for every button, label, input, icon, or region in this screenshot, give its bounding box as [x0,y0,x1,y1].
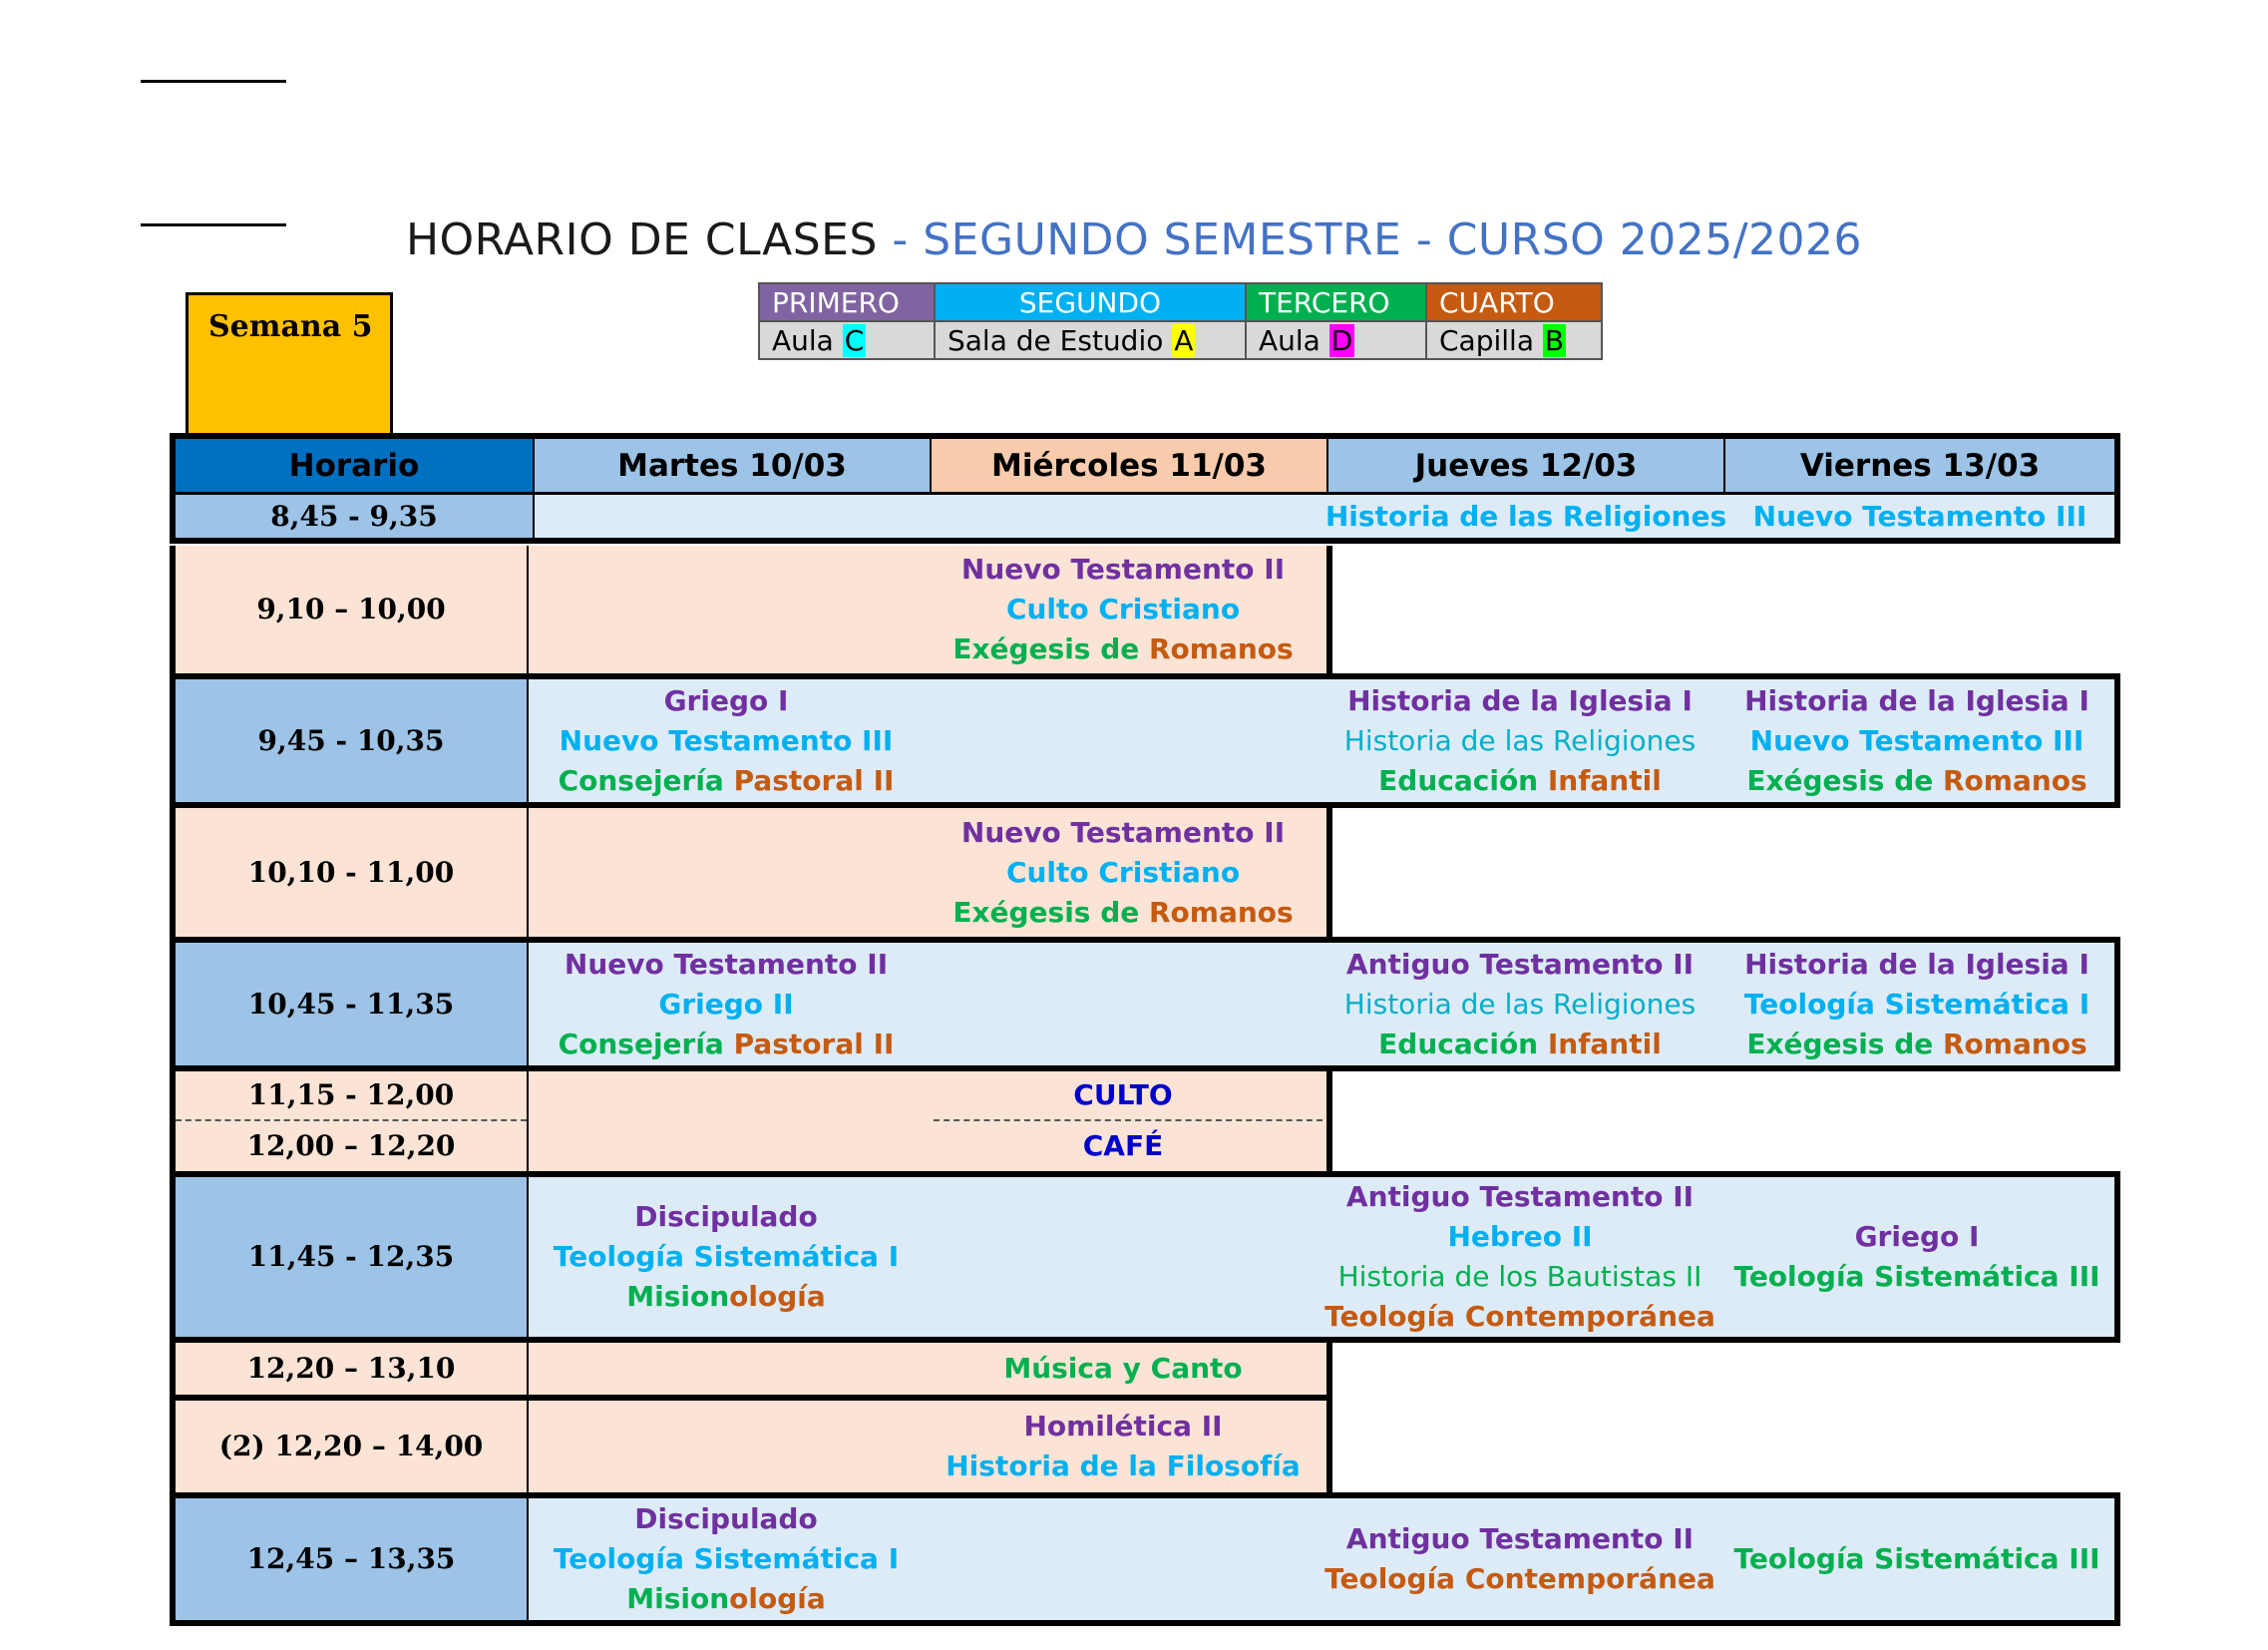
col-horario: Horario [176,439,533,492]
miercoles-cell: Nuevo Testamento II Culto Cristiano Exégesis de Romanos [952,553,1294,665]
cafe-label: CAFÉ [1082,1129,1164,1162]
jueves-cell: Historia de las Religiones [1324,499,1727,533]
legend-room-c: Aula C [759,321,935,359]
row-1220 [170,1343,1332,1401]
row-0910 [170,546,1332,673]
legend-segundo: SEGUNDO [935,283,1246,321]
row-0845 [170,492,2120,544]
time-cell: 10,45 - 11,35 [176,943,527,1065]
col-miercoles: Miércoles 11/03 [932,439,1326,492]
viernes-cell: Griego I Teología Sistemática III [1733,1220,2100,1293]
jueves-cell: Antiguo Testamento II Hebreo II Historia de los Bautistas II Teología Contemporánea [1324,1180,1715,1333]
culto-label: CULTO [1073,1078,1173,1111]
miercoles-cell: Nuevo Testamento II Culto Cristiano Exégesis de Romanos [952,815,1294,929]
martes-cell: Griego I Nuevo Testamento III Consejería Pastoral II [558,683,895,797]
course-legend [758,282,1603,360]
jueves-cell: Antiguo Testamento II Historia de las Religiones Educación Infantil [1343,947,1697,1060]
col-viernes: Viernes 13/03 [1725,439,2114,492]
viernes-cell: Teología Sistemática III [1733,1542,2100,1575]
viernes-cell: Historia de la Iglesia I Teología Sistemática I Exégesis de Romanos [1743,947,2090,1060]
header-row [170,433,2120,495]
viernes-cell: Historia de la Iglesia I Nuevo Testamento III Exégesis de Romanos [1744,683,2089,797]
row-1010 [170,808,1332,937]
row-culto-cafe [170,1071,1332,1171]
miercoles-cell: Música y Canto [1003,1352,1243,1385]
martes-cell: Discipulado Teología Sistemática I Misionología [553,1200,900,1313]
row-0945 [170,673,2120,808]
time-cell: 10,10 - 11,00 [247,855,455,889]
col-martes: Martes 10/03 [535,439,930,492]
row-1145 [170,1171,2120,1343]
col-jueves: Jueves 12/03 [1328,439,1723,492]
time-cell: 11,45 - 12,35 [176,1177,527,1337]
legend-room-b: Capilla B [1426,321,1602,359]
time-cell: 8,45 - 9,35 [176,495,533,538]
time-cell-cafe: 12,00 – 12,20 [246,1129,456,1162]
week-badge: Semana 5 [186,292,393,438]
row-1245 [170,1492,2120,1626]
time-cell: 9,45 - 10,35 [176,679,527,802]
time-cell: 12,20 – 13,10 [246,1352,456,1385]
miercoles-cell: Homilética II Historia de la Filosofía [945,1410,1301,1482]
legend-room-a: Sala de Estudio A [935,321,1246,359]
time-cell-culto: 11,15 - 12,00 [247,1078,455,1111]
legend-cuarto: CUARTO [1426,283,1602,321]
legend-tercero: TERCERO [1246,283,1426,321]
page-title: HORARIO DE CLASES - SEGUNDO SEMESTRE - CURSO 2025/2026 [405,214,1863,265]
martes-cell: Discipulado Teología Sistemática I Misionología [553,1502,900,1615]
time-cell: 12,45 – 13,35 [176,1498,527,1620]
viernes-cell: Nuevo Testamento III [1752,499,2087,533]
jueves-cell: Historia de la Iglesia I Historia de las Religiones Educación Infantil [1343,683,1697,797]
row-1045 [170,937,2120,1071]
legend-primero: PRIMERO [759,283,935,321]
legend-room-d: Aula D [1246,321,1426,359]
martes-cell: Nuevo Testamento II Griego II Consejería Pastoral II [558,947,895,1060]
time-cell: (2) 12,20 – 14,00 [218,1430,484,1462]
time-cell: 9,10 – 10,00 [256,593,446,625]
jueves-cell: Antiguo Testamento II Teología Contemporánea [1324,1522,1715,1595]
row-1220-1400 [170,1401,1332,1492]
top-rule-1 [141,80,286,83]
